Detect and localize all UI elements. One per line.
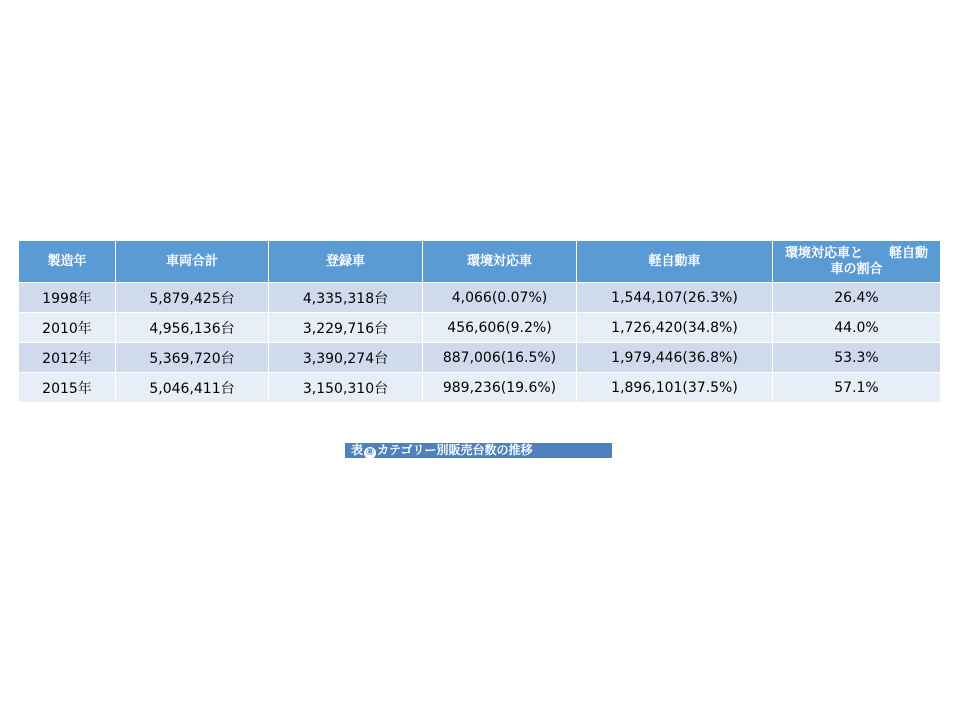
cell-ratio: 57.1%	[773, 373, 941, 403]
cell-registered: 4,335,318台	[269, 283, 423, 313]
cell-year: 2012年	[19, 343, 116, 373]
cell-kei: 1,979,446(36.8%)	[577, 343, 773, 373]
header-registered-vehicles: 登録車	[269, 241, 423, 283]
caption-text: カテゴリー別販売台数の推移	[377, 443, 533, 457]
table-header-row	[19, 241, 941, 283]
caption-number: ⑧	[365, 447, 375, 458]
header-total-vehicles: 車両合計	[116, 241, 269, 283]
cell-eco: 4,066(0.07%)	[423, 283, 577, 313]
cell-ratio: 26.4%	[773, 283, 941, 313]
cell-registered: 3,229,716台	[269, 313, 423, 343]
table-row	[19, 313, 941, 343]
cell-year: 2015年	[19, 373, 116, 403]
header-year: 製造年	[19, 241, 116, 283]
cell-eco: 456,606(9.2%)	[423, 313, 577, 343]
cell-kei: 1,726,420(34.8%)	[577, 313, 773, 343]
header-eco-vehicles: 環境対応車	[423, 241, 577, 283]
cell-registered: 3,390,274台	[269, 343, 423, 373]
cell-eco: 989,236(19.6%)	[423, 373, 577, 403]
cell-total: 5,046,411台	[116, 373, 269, 403]
cell-registered: 3,150,310台	[269, 373, 423, 403]
table-caption	[345, 443, 612, 458]
cell-ratio: 53.3%	[773, 343, 941, 373]
cell-total: 5,369,720台	[116, 343, 269, 373]
cell-kei: 1,544,107(26.3%)	[577, 283, 773, 313]
cell-kei: 1,896,101(37.5%)	[577, 373, 773, 403]
header-kei-cars: 軽自動車	[577, 241, 773, 283]
cell-year: 1998年	[19, 283, 116, 313]
cell-total: 4,956,136台	[116, 313, 269, 343]
cell-ratio: 44.0%	[773, 313, 941, 343]
header-eco-kei-ratio: 環境対応車と 軽自動車の割合	[773, 241, 941, 283]
sales-table	[18, 240, 941, 403]
cell-year: 2010年	[19, 313, 116, 343]
caption-prefix: 表	[351, 443, 364, 457]
cell-total: 5,879,425台	[116, 283, 269, 313]
table-row	[19, 283, 941, 313]
table-row	[19, 373, 941, 403]
cell-eco: 887,006(16.5%)	[423, 343, 577, 373]
table-row	[19, 343, 941, 373]
